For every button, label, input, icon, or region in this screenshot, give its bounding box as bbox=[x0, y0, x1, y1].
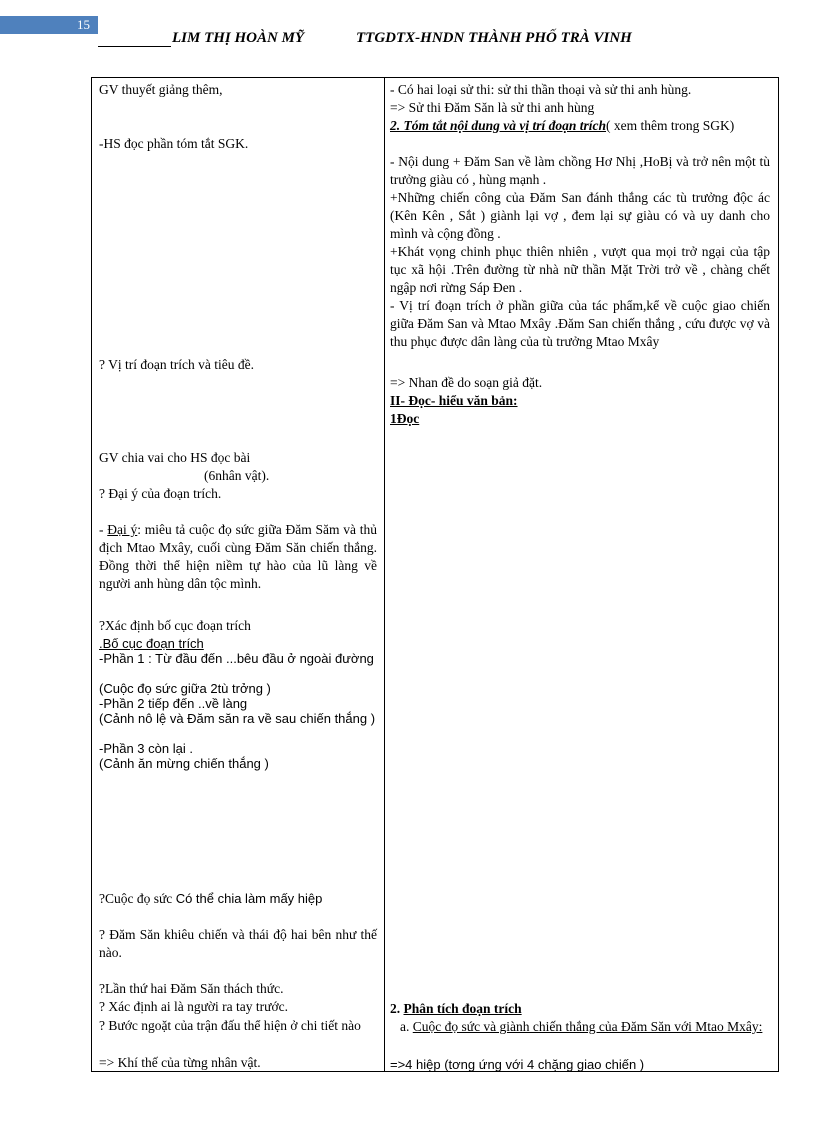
analysis-point-letter: a. bbox=[400, 1019, 413, 1034]
right-text: - Vị trí đoạn trích ở phần giữa của tác phẩm,kể về cuộc giao chiến giữa Đăm San và Mtao Mxây .Đăm San chiến thắng , cứu được vợ và thu phục được dân làng của tù trưởng Mtao Mxây bbox=[390, 298, 770, 349]
left-text: (Cảnh ăn mừng chiến thắng ) bbox=[99, 756, 269, 771]
left-text: (6nhân vật). bbox=[204, 468, 270, 483]
header-underline bbox=[98, 46, 171, 47]
left-text: ? Đăm Săn khiêu chiến và thái độ hai bên như thế nào. bbox=[99, 927, 377, 960]
column-divider bbox=[384, 78, 385, 1071]
right-text: +Khát vọng chinh phục thiên nhiên , vượt qua mọi trở ngại của tập tục xã hội .Trên đường từ nhà nữ thần Mặt Trời trở về , chàng chết ngập nơi rừng Sáp Đen . bbox=[390, 244, 770, 295]
page-number: 15 bbox=[0, 16, 98, 34]
right-text: => Nhan đề do soạn giả đặt. bbox=[390, 375, 543, 390]
page-header bbox=[98, 30, 798, 50]
left-text: ?Lần thứ hai Đăm Săn thách thức. bbox=[99, 981, 284, 996]
section-heading: II- Đọc- hiểu văn bản: bbox=[390, 393, 518, 408]
left-text-part: ?Cuộc đọ sức bbox=[99, 891, 176, 906]
left-text bbox=[99, 890, 377, 908]
header-organization: TTGDTX-HNDN THÀNH PHỐ TRÀ VINH bbox=[356, 30, 632, 46]
left-text: -HS đọc phần tóm tắt SGK. bbox=[99, 136, 249, 151]
left-text: -Phần 1 : Từ đầu đến ...bêu đầu ở ngoài đường bbox=[99, 651, 374, 666]
left-text: (Cảnh nô lệ và Đăm săn ra về sau chiến thắng ) bbox=[99, 711, 376, 726]
left-text: ? Bước ngoặt của trận đấu thể hiện ở chi tiết nào bbox=[99, 1018, 361, 1033]
left-text: ?Xác định bố cục đoạn trích bbox=[99, 618, 251, 633]
analysis-point bbox=[390, 1018, 770, 1036]
right-text: - Có hai loại sử thi: sử thi thần thoại và sử thi anh hùng. bbox=[390, 82, 692, 97]
left-text: => Khí thế của từng nhân vật. bbox=[99, 1055, 261, 1070]
analysis-title: Phân tích đoạn trích bbox=[403, 1001, 522, 1016]
lesson-table bbox=[91, 77, 779, 1072]
left-text: GV chia vai cho HS đọc bài bbox=[99, 450, 251, 465]
analysis-number: 2. bbox=[390, 1001, 404, 1016]
left-text: ? Xác định ai là người ra tay trước. bbox=[99, 999, 288, 1014]
main-idea-label: Đại ý bbox=[107, 522, 138, 537]
summary-heading-note: ( xem thêm trong SGK) bbox=[606, 118, 735, 133]
left-text: (Cuộc đọ sức giữa 2tù trởng ) bbox=[99, 681, 271, 696]
right-text: =>4 hiệp (tơng ứng với 4 chặng giao chiến ) bbox=[390, 1057, 645, 1072]
left-text: -Phần 2 tiếp đến ..về làng bbox=[99, 696, 248, 711]
summary-heading-title: 2. Tóm tắt nội dung và vị trí đoạn trích bbox=[390, 118, 607, 133]
left-text-part: Có thể chia làm mấy hiệp bbox=[175, 891, 323, 906]
right-text: +Những chiến công của Đăm San đánh thắng các tù trưởng độc ác (Kên Kên , Sắt ) giành lại vợ , đem lại sự giàu có và uy danh cho mình và cộng đồng . bbox=[390, 190, 770, 241]
header-author: LIM THỊ HOÀN MỸ bbox=[172, 30, 305, 46]
left-text: ? Vị trí đoạn trích và tiêu đề. bbox=[99, 357, 254, 372]
teacher-activity-column bbox=[99, 78, 377, 1071]
left-text: ? Đại ý của đoạn trích. bbox=[99, 486, 222, 501]
content-column bbox=[390, 78, 770, 1071]
analysis-heading bbox=[390, 1000, 770, 1018]
right-text: - Nội dung + Đăm San về làm chồng Hơ Nhị ,HoBị và trở nên một tù trưởng giàu có , hùng mạnh . bbox=[390, 154, 770, 187]
left-text: GV thuyết giảng thêm, bbox=[99, 82, 223, 97]
main-idea-text: : miêu tả cuộc đọ sức giữa Đăm Săm và thủ địch Mtao Mxây, cuối cùng Đăm Săn chiến thắng. Đồng thời thể hiện niềm tự hào của lũ làng về người anh hùng dân tộc mình. bbox=[99, 522, 378, 591]
summary-heading bbox=[390, 117, 770, 135]
layout-heading: .Bố cục đoạn trích bbox=[99, 636, 204, 651]
subsection-heading: 1Đọc bbox=[390, 411, 420, 426]
analysis-point-text: Cuộc đọ sức và giành chiến thắng của Đăm Săn với Mtao Mxây: bbox=[412, 1019, 763, 1034]
main-idea: - Đại ý: miêu tả cuộc đọ sức giữa Đăm Săm và thủ địch Mtao Mxây, cuối cùng Đăm Săn chiến thắng. Đồng thời thể hiện niềm tự hào của lũ làng về người anh hùng dân tộc mình. bbox=[99, 522, 378, 591]
right-text: => Sử thi Đăm Săn là sử thi anh hùng bbox=[390, 100, 595, 115]
left-text: -Phần 3 còn lại . bbox=[99, 741, 193, 756]
